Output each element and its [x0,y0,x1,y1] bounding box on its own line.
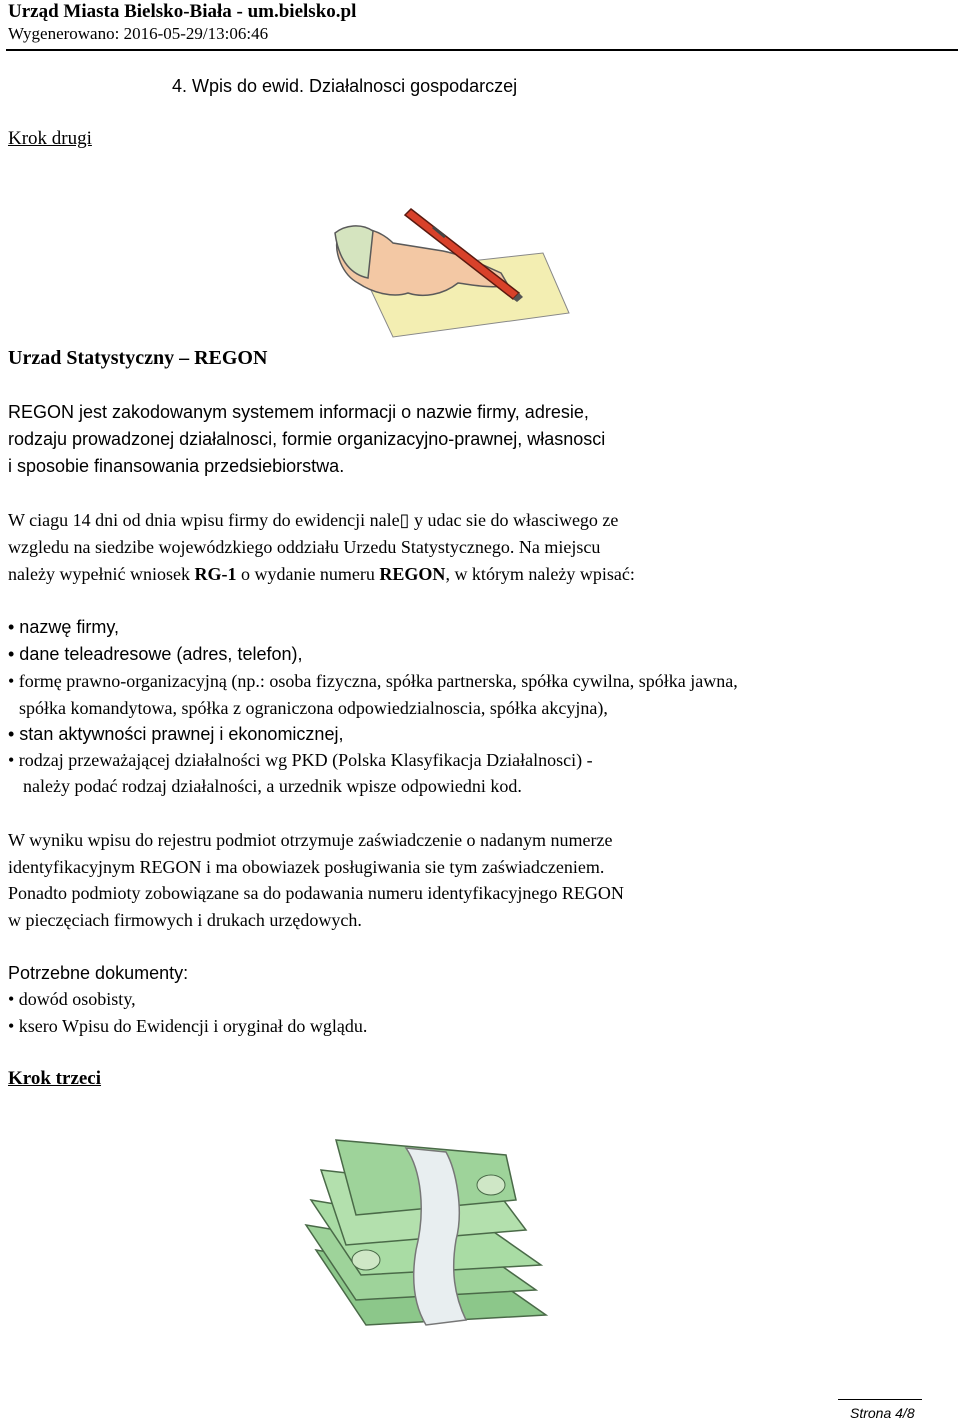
list-item: • formę prawno-organizacyjną (np.: osoba fizyczna, spółka partnerska, spółka cywilna, spółka jawna, [8,671,738,691]
step-three-link[interactable]: Krok trzeci [8,1068,102,1089]
hand-writing-illustration [333,203,575,340]
para1-line2: rodzaju prowadzonej działalnosci, formie organizacyjno-prawnej, własnosci [8,429,606,449]
para2-line1: W ciagu 14 dni od dnia wpisu firmy do ewidencji nale▯ y udac sie do własciwego ze [8,510,619,530]
para2-text-e: , w którym należy wpisać: [445,564,635,584]
list-item-continuation: należy podać rodzaj działalności, a urzednik wpisze odpowiedni kod. [23,776,522,796]
list-item: • stan aktywności prawnej i ekonomicznej, [8,724,344,744]
header-divider [6,49,958,51]
page-number: Strona 4/8 [850,1405,915,1421]
regon-bold: REGON [379,564,446,584]
regon-heading: Urzad Statystyczny – REGON [8,347,268,369]
form-rg1: RG-1 [194,564,237,584]
para2-line2: wzgledu na siedzibe wojewódzkiego oddziału Urzedu Statystycznego. Na miejscu [8,537,601,557]
step-two-link[interactable]: Krok drugi [8,128,92,149]
para2-text-a: należy wypełnić wniosek [8,564,195,584]
list-item: • dane teleadresowe (adres, telefon), [8,644,303,664]
generated-timestamp: Wygenerowano: 2016-05-29/13:06:46 [8,24,269,43]
para3-line4: w pieczęciach firmowych i drukach urzędowych. [8,910,362,930]
documents-heading: Potrzebne dokumenty: [8,963,189,983]
para2-text-c: o wydanie numeru [236,564,380,584]
list-item: • dowód osobisty, [8,989,136,1009]
money-stack-illustration [296,1130,558,1332]
para3-line1: W wyniku wpisu do rejestru podmiot otrzymuje zaświadczenie o nadanym numerze [8,830,613,850]
para1-line1: REGON jest zakodowanym systemem informacji o nazwie firmy, adresie, [8,402,589,422]
footer-divider [838,1399,922,1400]
para1-line3: i sposobie finansowania przedsiebiorstwa. [8,456,345,476]
list-item-continuation: spółka komandytowa, spółka z ograniczona odpowiedzialnoscia, spółka akcyjna), [19,698,608,718]
header-title: Urząd Miasta Bielsko-Biała - um.bielsko.pl [8,1,357,22]
section-title: 4. Wpis do ewid. Działalnosci gospodarczej [172,76,518,96]
list-item: • nazwę firmy, [8,617,119,637]
para2-line3 [8,561,635,588]
list-item: • rodzaj przeważającej działalności wg PKD (Polska Klasyfikacja Działalnosci) - [8,750,593,770]
para3-line3: Ponadto podmioty zobowiązane sa do podawania numeru identyfikacyjnego REGON [8,883,624,903]
para3-line2: identyfikacyjnym REGON i ma obowiazek posługiwania sie tym zaświadczeniem. [8,857,605,877]
list-item: • ksero Wpisu do Ewidencji i oryginał do wglądu. [8,1016,368,1036]
